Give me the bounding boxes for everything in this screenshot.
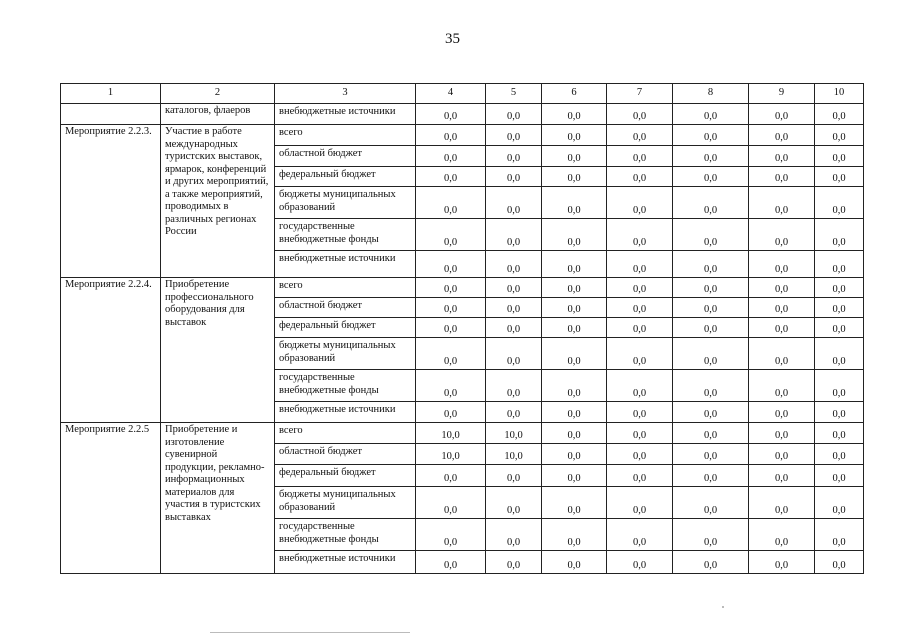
value-cell: 0,0 <box>673 370 749 402</box>
value-cell: 0,0 <box>542 187 607 219</box>
value-cell: 0,0 <box>815 465 864 487</box>
value-cell: 0,0 <box>673 278 749 298</box>
value-cell: 0,0 <box>749 251 815 278</box>
value-cell: 0,0 <box>815 551 864 574</box>
table-row <box>61 278 864 298</box>
value-cell: 10,0 <box>486 423 542 444</box>
value-cell: 0,0 <box>673 219 749 251</box>
value-cell: 0,0 <box>749 104 815 125</box>
value-cell: 0,0 <box>607 251 673 278</box>
value-cell: 0,0 <box>416 125 486 146</box>
funding-source-cell: государственные внебюджетные фонды <box>275 219 416 251</box>
column-header: 2 <box>161 84 275 104</box>
value-cell: 0,0 <box>486 519 542 551</box>
value-cell: 0,0 <box>542 519 607 551</box>
value-cell: 0,0 <box>749 318 815 338</box>
value-cell: 0,0 <box>607 278 673 298</box>
funding-source-cell: федеральный бюджет <box>275 465 416 487</box>
value-cell: 0,0 <box>486 298 542 318</box>
value-cell: 0,0 <box>815 402 864 423</box>
funding-source-cell: всего <box>275 423 416 444</box>
value-cell: 0,0 <box>486 402 542 423</box>
column-header: 5 <box>486 84 542 104</box>
scan-artifact-dot <box>722 606 724 608</box>
value-cell: 0,0 <box>749 402 815 423</box>
value-cell: 0,0 <box>416 187 486 219</box>
value-cell: 0,0 <box>486 370 542 402</box>
value-cell: 0,0 <box>416 298 486 318</box>
value-cell: 0,0 <box>607 125 673 146</box>
activity-code-cell <box>61 104 161 125</box>
value-cell: 0,0 <box>749 444 815 465</box>
funding-source-cell: всего <box>275 278 416 298</box>
value-cell: 0,0 <box>542 465 607 487</box>
value-cell: 0,0 <box>416 338 486 370</box>
value-cell: 0,0 <box>749 519 815 551</box>
value-cell: 0,0 <box>607 444 673 465</box>
value-cell: 0,0 <box>542 318 607 338</box>
value-cell: 0,0 <box>542 423 607 444</box>
table-body <box>61 84 864 574</box>
value-cell: 0,0 <box>416 551 486 574</box>
funding-source-cell: федеральный бюджет <box>275 318 416 338</box>
funding-source-cell: внебюджетные источники <box>275 104 416 125</box>
value-cell: 0,0 <box>416 278 486 298</box>
value-cell: 0,0 <box>749 487 815 519</box>
funding-source-cell: внебюджетные источники <box>275 251 416 278</box>
value-cell: 0,0 <box>815 278 864 298</box>
value-cell: 0,0 <box>815 370 864 402</box>
value-cell: 0,0 <box>607 402 673 423</box>
value-cell: 0,0 <box>542 278 607 298</box>
value-cell: 0,0 <box>673 318 749 338</box>
column-header: 6 <box>542 84 607 104</box>
value-cell: 0,0 <box>607 519 673 551</box>
value-cell: 0,0 <box>486 318 542 338</box>
value-cell: 0,0 <box>542 167 607 187</box>
column-header: 3 <box>275 84 416 104</box>
value-cell: 0,0 <box>486 125 542 146</box>
value-cell: 0,0 <box>416 465 486 487</box>
funding-source-cell: бюджеты муниципальных образований <box>275 487 416 519</box>
funding-source-cell: всего <box>275 125 416 146</box>
value-cell: 0,0 <box>416 318 486 338</box>
value-cell: 0,0 <box>673 338 749 370</box>
funding-source-cell: государственные внебюджетные фонды <box>275 370 416 402</box>
value-cell: 0,0 <box>416 251 486 278</box>
value-cell: 0,0 <box>749 187 815 219</box>
value-cell: 0,0 <box>416 146 486 167</box>
value-cell: 0,0 <box>749 125 815 146</box>
value-cell: 0,0 <box>486 219 542 251</box>
value-cell: 0,0 <box>815 125 864 146</box>
value-cell: 0,0 <box>749 423 815 444</box>
value-cell: 0,0 <box>673 519 749 551</box>
value-cell: 0,0 <box>607 551 673 574</box>
funding-source-cell: внебюджетные источники <box>275 402 416 423</box>
value-cell: 0,0 <box>673 551 749 574</box>
funding-source-cell: бюджеты муниципальных образований <box>275 187 416 219</box>
value-cell: 0,0 <box>749 465 815 487</box>
table-row <box>61 423 864 444</box>
value-cell: 10,0 <box>486 444 542 465</box>
value-cell: 0,0 <box>542 104 607 125</box>
value-cell: 0,0 <box>673 187 749 219</box>
value-cell: 0,0 <box>607 370 673 402</box>
funding-source-cell: областной бюджет <box>275 298 416 318</box>
value-cell: 0,0 <box>749 278 815 298</box>
value-cell: 0,0 <box>542 551 607 574</box>
value-cell: 0,0 <box>416 370 486 402</box>
value-cell: 0,0 <box>815 519 864 551</box>
value-cell: 0,0 <box>542 298 607 318</box>
table-row <box>61 125 864 146</box>
value-cell: 0,0 <box>486 487 542 519</box>
value-cell: 0,0 <box>673 423 749 444</box>
value-cell: 0,0 <box>673 167 749 187</box>
value-cell: 0,0 <box>542 146 607 167</box>
value-cell: 0,0 <box>486 104 542 125</box>
value-cell: 0,0 <box>673 402 749 423</box>
value-cell: 0,0 <box>486 251 542 278</box>
value-cell: 0,0 <box>815 318 864 338</box>
funding-source-cell: областной бюджет <box>275 444 416 465</box>
value-cell: 0,0 <box>542 402 607 423</box>
activity-description-cell: каталогов, флаеров <box>161 104 275 125</box>
value-cell: 0,0 <box>815 167 864 187</box>
value-cell: 0,0 <box>815 338 864 370</box>
value-cell: 0,0 <box>815 146 864 167</box>
activity-code-cell: Мероприятие 2.2.5 <box>61 423 161 574</box>
value-cell: 0,0 <box>416 402 486 423</box>
value-cell: 0,0 <box>749 370 815 402</box>
funding-source-cell: внебюджетные источники <box>275 551 416 574</box>
page-number: 35 <box>445 31 460 47</box>
value-cell: 0,0 <box>416 167 486 187</box>
value-cell: 0,0 <box>607 104 673 125</box>
funding-source-cell: областной бюджет <box>275 146 416 167</box>
value-cell: 0,0 <box>673 125 749 146</box>
funding-source-cell: федеральный бюджет <box>275 167 416 187</box>
value-cell: 0,0 <box>673 298 749 318</box>
value-cell: 0,0 <box>542 125 607 146</box>
value-cell: 0,0 <box>607 219 673 251</box>
column-number-row <box>61 84 864 104</box>
value-cell: 0,0 <box>542 370 607 402</box>
value-cell: 0,0 <box>673 487 749 519</box>
value-cell: 0,0 <box>607 423 673 444</box>
value-cell: 10,0 <box>416 423 486 444</box>
activity-code-cell: Мероприятие 2.2.3. <box>61 125 161 278</box>
value-cell: 0,0 <box>607 318 673 338</box>
column-header: 4 <box>416 84 486 104</box>
value-cell: 0,0 <box>673 251 749 278</box>
activity-description-cell: Приобретение профессионального оборудования для выставок <box>161 278 275 423</box>
value-cell: 0,0 <box>749 219 815 251</box>
value-cell: 0,0 <box>486 187 542 219</box>
column-header: 9 <box>749 84 815 104</box>
budget-table <box>60 83 864 574</box>
value-cell: 0,0 <box>749 167 815 187</box>
activity-code-cell: Мероприятие 2.2.4. <box>61 278 161 423</box>
value-cell: 0,0 <box>673 465 749 487</box>
value-cell: 0,0 <box>815 423 864 444</box>
value-cell: 0,0 <box>815 104 864 125</box>
value-cell: 0,0 <box>486 167 542 187</box>
value-cell: 0,0 <box>607 465 673 487</box>
value-cell: 0,0 <box>749 146 815 167</box>
value-cell: 0,0 <box>542 251 607 278</box>
value-cell: 0,0 <box>542 338 607 370</box>
column-header: 7 <box>607 84 673 104</box>
column-header: 10 <box>815 84 864 104</box>
value-cell: 0,0 <box>542 219 607 251</box>
value-cell: 0,0 <box>815 187 864 219</box>
value-cell: 0,0 <box>607 167 673 187</box>
value-cell: 0,0 <box>815 444 864 465</box>
activity-description-cell: Участие в работе международных туристских выставок, ярмарок, конференций и других мероприятий, а также мероприятий, проводимых в различных регионах России <box>161 125 275 278</box>
value-cell: 10,0 <box>416 444 486 465</box>
value-cell: 0,0 <box>815 487 864 519</box>
value-cell: 0,0 <box>749 338 815 370</box>
value-cell: 0,0 <box>607 487 673 519</box>
value-cell: 0,0 <box>607 146 673 167</box>
value-cell: 0,0 <box>416 519 486 551</box>
value-cell: 0,0 <box>815 298 864 318</box>
value-cell: 0,0 <box>673 444 749 465</box>
value-cell: 0,0 <box>416 219 486 251</box>
value-cell: 0,0 <box>607 338 673 370</box>
value-cell: 0,0 <box>486 465 542 487</box>
value-cell: 0,0 <box>486 146 542 167</box>
value-cell: 0,0 <box>542 444 607 465</box>
value-cell: 0,0 <box>416 487 486 519</box>
activity-description-cell: Приобретение и изготовление сувенирной продукции, рекламно-информационных материалов для участия в туристских выставках <box>161 423 275 574</box>
value-cell: 0,0 <box>416 104 486 125</box>
continuation-row <box>61 104 864 125</box>
value-cell: 0,0 <box>607 298 673 318</box>
value-cell: 0,0 <box>607 187 673 219</box>
funding-source-cell: бюджеты муниципальных образований <box>275 338 416 370</box>
value-cell: 0,0 <box>486 278 542 298</box>
value-cell: 0,0 <box>486 551 542 574</box>
value-cell: 0,0 <box>673 104 749 125</box>
funding-source-cell: государственные внебюджетные фонды <box>275 519 416 551</box>
column-header: 8 <box>673 84 749 104</box>
value-cell: 0,0 <box>486 338 542 370</box>
value-cell: 0,0 <box>749 551 815 574</box>
value-cell: 0,0 <box>542 487 607 519</box>
value-cell: 0,0 <box>815 219 864 251</box>
value-cell: 0,0 <box>815 251 864 278</box>
scan-artifact-line <box>210 632 410 633</box>
value-cell: 0,0 <box>673 146 749 167</box>
column-header: 1 <box>61 84 161 104</box>
value-cell: 0,0 <box>749 298 815 318</box>
